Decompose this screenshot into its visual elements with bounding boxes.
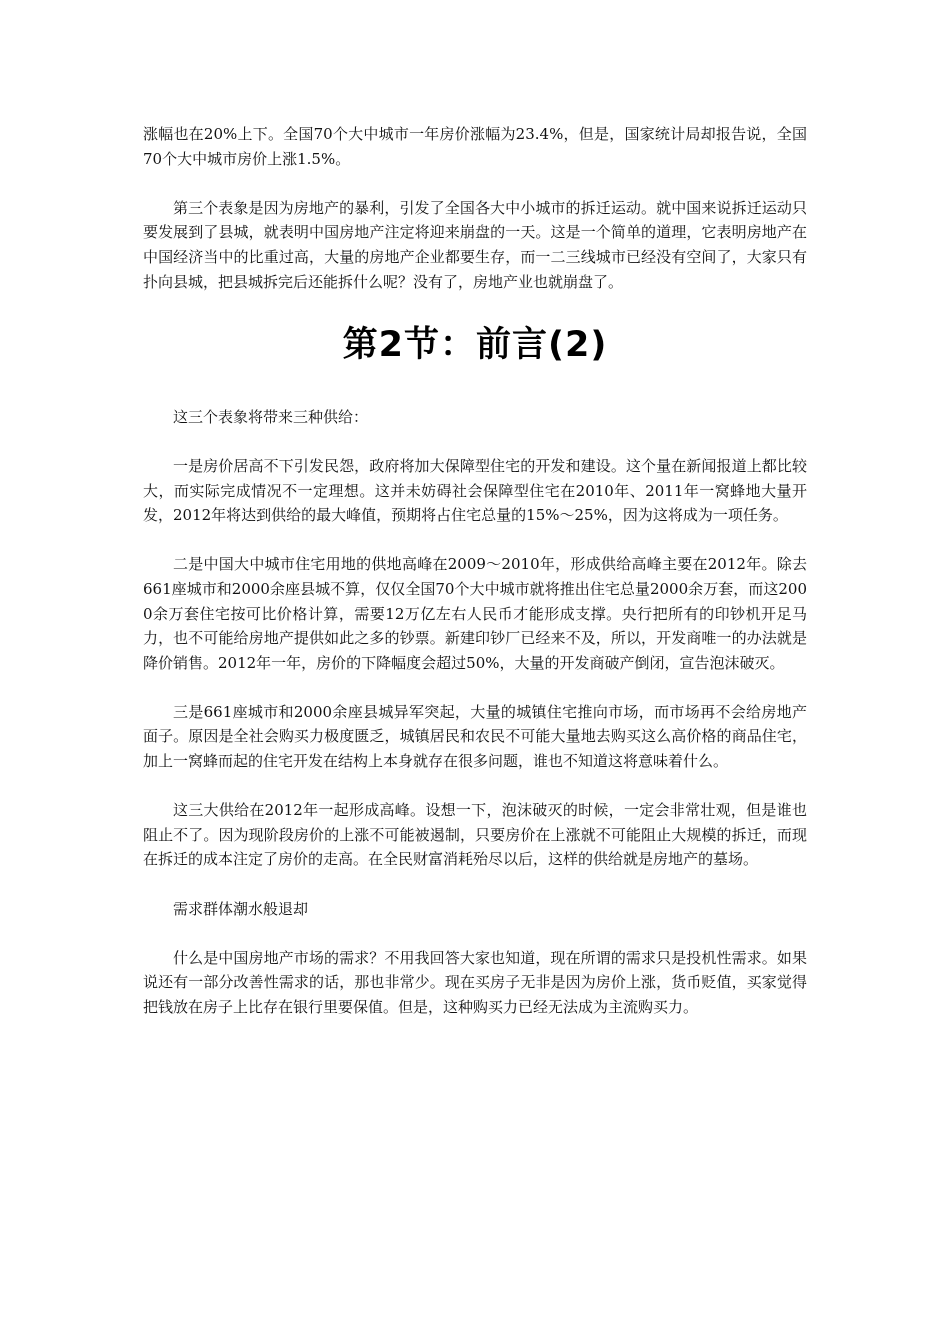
paragraph-third-phenomenon: 第三个表象是因为房地产的暴利，引发了全国各大中小城市的拆迁运动。就中国来说拆迁运动只要发展到了县城，就表明中国房地产注定将迎来崩盘的一天。这是一个简单的道理，它表明房地产在中国经济当中的比重过高，大量的房地产企业都要生存，而一二三线城市已经没有空间了，大家只有扑向县城，把县城拆完后还能拆什么呢？没有了，房地产业也就崩盘了。 [143,198,807,291]
section-title: 第2节：前言(2) [342,324,608,365]
paragraph-supply-three: 三是661座城市和2000余座县城异军突起，大量的城镇住宅推向市场，而市场再不会给房地产面子。原因是全社会购买力极度匮乏，城镇居民和农民不可能大量地去购买这么高价格的商品住宅，加上一窝蜂而起的住宅开发在结构上本身就存在很多问题，谁也不知道这将意味着什么。 [143,702,807,771]
paragraph-supply-peak: 这三大供给在2012年一起形成高峰。设想一下，泡沫破灭的时候，一定会非常壮观，但是谁也阻止不了。因为现阶段房价的上涨不可能被遏制，只要房价在上涨就不可能阻止大规模的拆迁，而现在拆迁的成本注定了房价的走高。在全民财富消耗殆尽以后，这样的供给就是房地产的墓场。 [143,801,807,869]
paragraph-supply-one: 一是房价居高不下引发民怨，政府将加大保障型住宅的开发和建设。这个量在新闻报道上都比较大，而实际完成情况不一定理想。这并未妨碍社会保障型住宅在2010年、2011年一窝蜂地大量开发，2012年将达到供给的最大峰值，预期将占住宅总量的15%～25%，因为这将成为一项任务。 [143,456,807,525]
paragraph-continuation: 涨幅也在20%上下。全国70个大中城市一年房价涨幅为23.4%，但是，国家统计局却报告说，全国70个大中城市房价上涨1.5%。 [143,125,807,168]
paragraph-demand: 什么是中国房地产市场的需求？不用我回答大家也知道，现在所谓的需求只是投机性需求。如果说还有一部分改善性需求的话，那也非常少。现在买房子无非是因为房价上涨，货币贬值，买家觉得把钱放在房子上比存在银行里要保值。但是，这种购买力已经无法成为主流购买力。 [143,948,807,1016]
document-page [143,122,807,1044]
paragraph-intro-supplies: 这三个表象将带来三种供给： [173,407,369,426]
subheading-demand-retreat: 需求群体潮水般退却 [173,899,309,918]
paragraph-supply-two: 二是中国大中城市住宅用地的供地高峰在2009～2010年，形成供给高峰主要在2012年。除去661座城市和2000余座县城不算，仅仅全国70个大中城市就将推出住宅总量2000余万套，而这2000余万套住宅按可比价格计算，需要12万亿左右人民币才能形成支撑。央行把所有的印钞机开足马力，也不可能给房地产提供如此之多的钞票。新建印钞厂已经来不及，所以，开发商唯一的办法就是降价销售。2012年一年，房价的下降幅度会超过50%，大量的开发商破产倒闭，宣告泡沫破灭。 [143,555,807,672]
